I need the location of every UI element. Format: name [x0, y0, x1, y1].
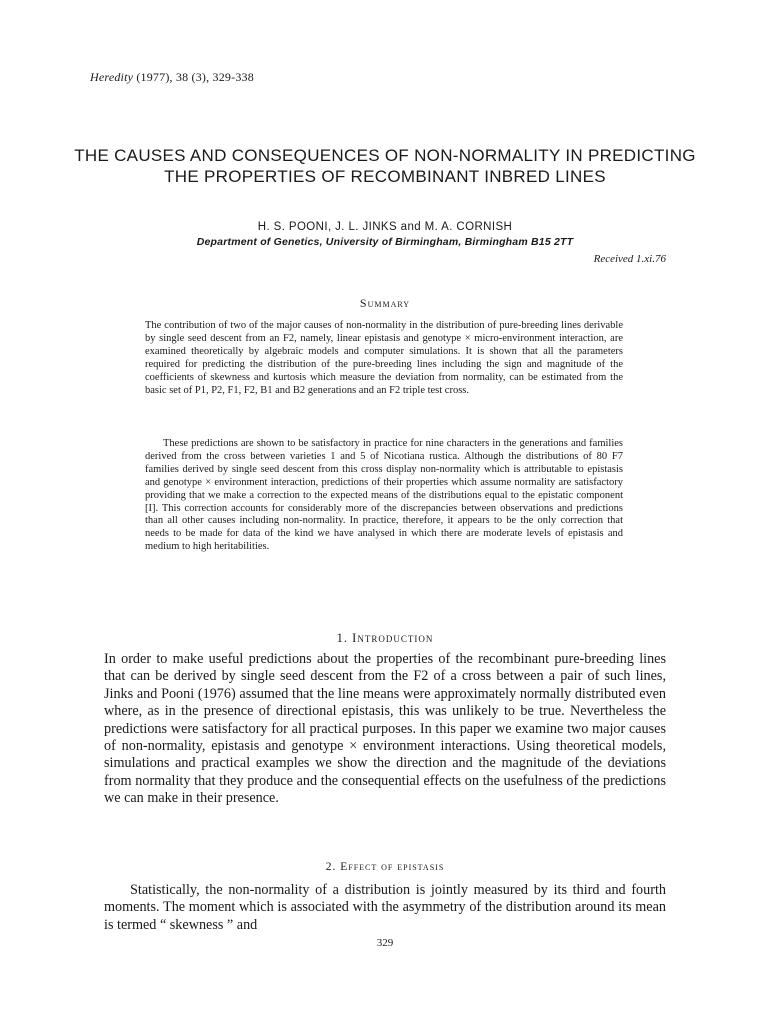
- author-affiliation: Department of Genetics, University of Birmingham, Birmingham B15 2TT: [196, 236, 574, 248]
- summary-paragraph-2: These predictions are shown to be satisfactory in practice for nine characters in the generations and families derived from the cross between varieties 1 and 5 of Nicotiana rustica. Although the distributions of 80 F7 families derived by single seed descent from this cross display non-normality which is attributable to epistasis and genotype × environment interaction, predictions of their properties which assume normality are satisfactory providing that we make a correction to the expected means of the distributions equal to the epistatic component [I]. This correction accounts for considerably more of the discrepancies between observations and predictions than all other causes including non-normality. In practice, therefore, it appears to be the only correction that needs to be made for data of the kind we have analysed in which there are moderate levels of epistasis and medium to high heritabilities.: [145, 438, 623, 553]
- journal-name: Heredity: [90, 70, 134, 84]
- paper-title: THE CAUSES AND CONSEQUENCES OF NON-NORMALITY IN PREDICTING THE PROPERTIES OF RECOMBINANT INBRED LINES: [74, 146, 696, 186]
- page-number: 329: [376, 937, 394, 949]
- received-date: Received 1.xi.76: [593, 253, 666, 265]
- introduction-heading: 1. Introduction: [336, 631, 434, 645]
- epistasis-paragraph: Statistically, the non-normality of a distribution is jointly measured by its third and fourth moments. The moment which is associated with the asymmetry of the distribution around its mean is termed “ skewness ” and: [104, 882, 666, 933]
- epistasis-heading: 2. Effect of epistasis: [325, 861, 445, 873]
- author-list: H. S. POONI, J. L. JINKS and M. A. CORNISH: [257, 221, 513, 233]
- summary-paragraph-1: The contribution of two of the major causes of non-normality in the distribution of pure-breeding lines derivable by single seed descent from an F2, namely, linear epistasis and genotype × micro-environment interaction, are examined theoretically by algebraic models and computer simulations. It is shown that all the parameters required for predicting the distribution of the pure-breeding lines including the sign and magnitude of the coefficients of skewness and kurtosis which measure the deviation from normality, can be estimated from the basic set of P1, P2, F1, F2, B1 and B2 generations and an F2 triple test cross.: [145, 320, 623, 396]
- journal-citation: [90, 70, 254, 85]
- summary-heading: Summary: [359, 296, 411, 310]
- citation-details: (1977), 38 (3), 329-338: [133, 70, 254, 84]
- introduction-paragraph: In order to make useful predictions about the properties of the recombinant pure-breeding lines that can be derived by single seed descent from the F2 of a cross between a pair of such lines, Jinks and Pooni (1976) assumed that the line means were approximately normally distributed even where, as in the presence of directional epistasis, this was unlikely to be true. Nevertheless the predictions were satisfactory for all practical purposes. In this paper we examine two major causes of non-normality, epistasis and genotype × environment interactions. Using theoretical models, simulations and practical examples we show the direction and the magnitude of the deviations from normality that they produce and the consequential effects on the usefulness of the predictions we can make in their presence.: [104, 651, 666, 807]
